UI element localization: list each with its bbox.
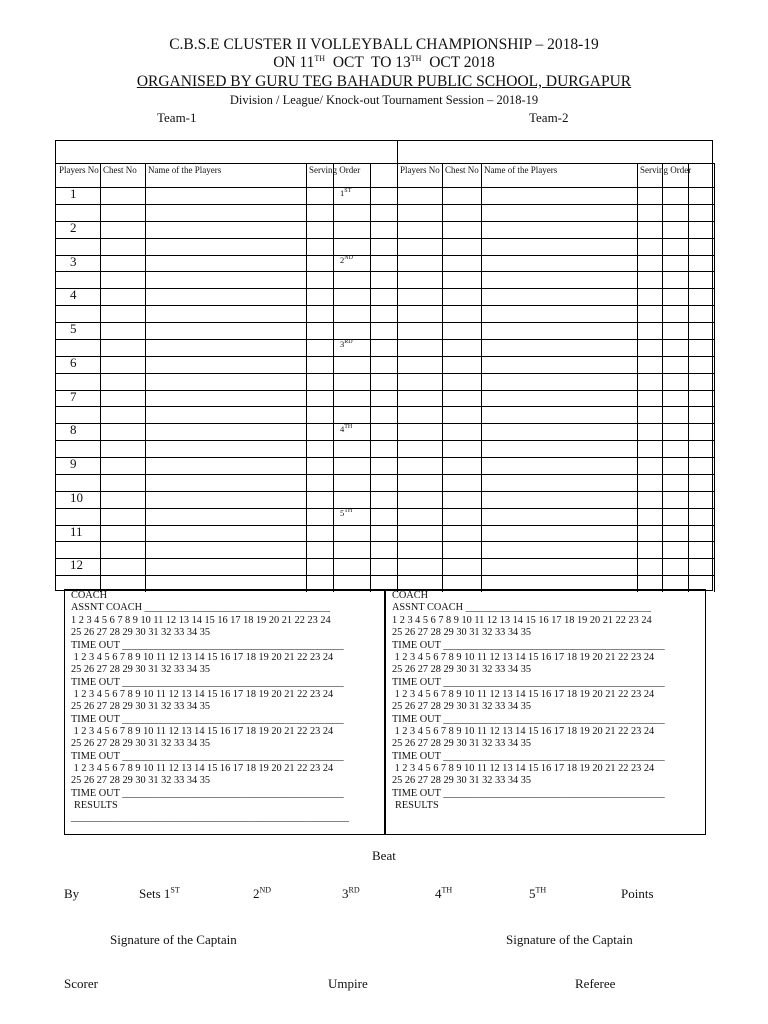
team-1-points-row-b: 25 26 27 28 29 30 31 32 33 34 35 (71, 775, 211, 786)
column-rule (100, 163, 101, 592)
player-number: 10 (70, 489, 83, 505)
row-rule (56, 221, 714, 222)
team-2-coach-label: COACH (392, 590, 429, 601)
organiser-line: ORGANISED BY GURU TEG BAHADUR PUBLIC SCHOOL, DURGAPUR (136, 73, 632, 90)
by-label: By (64, 886, 80, 901)
serving-order-mark: 1ST (340, 187, 352, 198)
header-top-rule (56, 163, 714, 164)
row-rule (56, 373, 714, 374)
team-1-points-row-a: 1 2 3 4 5 6 7 8 9 10 11 12 13 14 15 16 17 18 19 20 21 22 23 24 (71, 689, 334, 700)
team-2-coach-panel (385, 589, 706, 835)
team-2-points-row-a: 1 2 3 4 5 6 7 8 9 10 11 12 13 14 15 16 17 18 19 20 21 22 23 24 (392, 652, 655, 663)
team-1-points-row-b: 25 26 27 28 29 30 31 32 33 34 35 (71, 664, 211, 675)
team-2-time-out-line: TIME OUT ___________________________________________ (392, 751, 665, 762)
team-2-points-row-a: 1 2 3 4 5 6 7 8 9 10 11 12 13 14 15 16 17 18 19 20 21 22 23 24 (392, 615, 652, 626)
team-divider (397, 141, 398, 592)
title-line-2: ON 11TH OCT TO 13TH OCT 2018 (273, 53, 495, 71)
row-rule (56, 508, 714, 509)
team-1-points-row-a: 1 2 3 4 5 6 7 8 9 10 11 12 13 14 15 16 17 18 19 20 21 22 23 24 (71, 726, 334, 737)
team-1-points-row-b: 25 26 27 28 29 30 31 32 33 34 35 (71, 738, 211, 749)
row-rule (56, 541, 714, 542)
team-1-time-out-line: TIME OUT ___________________________________________ (71, 714, 344, 725)
points-label: Points (621, 886, 654, 901)
referee-label: Referee (575, 976, 616, 991)
team-2-time-out-line: TIME OUT ___________________________________________ (392, 714, 665, 725)
team-2-points-row-a: 1 2 3 4 5 6 7 8 9 10 11 12 13 14 15 16 17 18 19 20 21 22 23 24 (392, 726, 655, 737)
team-1-players-no-header: Players No (59, 165, 99, 175)
team-2-name-header: Name of the Players (484, 165, 558, 175)
team-2-time-out-line: TIME OUT ___________________________________________ (392, 788, 665, 799)
team-1-results-line: ______________________________________________________ (71, 812, 350, 823)
team-2-points-row-b: 25 26 27 28 29 30 31 32 33 34 35 (392, 627, 532, 638)
column-rule (688, 163, 689, 592)
team-2-serving-order-header: Serving Order (640, 165, 692, 175)
team-1-points-row-a: 1 2 3 4 5 6 7 8 9 10 11 12 13 14 15 16 17 18 19 20 21 22 23 24 (71, 652, 334, 663)
column-rule (145, 163, 146, 592)
team-2-players-no-header: Players No (400, 165, 440, 175)
row-rule (56, 204, 714, 205)
column-rule (442, 163, 443, 592)
team-2-points-row-b: 25 26 27 28 29 30 31 32 33 34 35 (392, 738, 532, 749)
column-rule (306, 163, 307, 592)
row-rule (56, 339, 714, 340)
column-rule (481, 163, 482, 592)
row-rule (56, 423, 714, 424)
player-number: 8 (70, 422, 77, 438)
row-rule (56, 491, 714, 492)
team-2-points-row-a: 1 2 3 4 5 6 7 8 9 10 11 12 13 14 15 16 17 18 19 20 21 22 23 24 (392, 689, 655, 700)
set-3-label: 3RD (342, 885, 360, 901)
serving-order-mark: 3RD (340, 339, 353, 350)
players-table (55, 140, 713, 591)
player-number: 12 (70, 557, 83, 573)
team-2-assnt-coach-line: ASSNT COACH ____________________________________ (392, 602, 651, 613)
team-1-points-row-b: 25 26 27 28 29 30 31 32 33 34 35 (71, 627, 211, 638)
team-1-points-row-b: 25 26 27 28 29 30 31 32 33 34 35 (71, 701, 211, 712)
team-1-label: Team-1 (157, 110, 197, 125)
serving-order-mark: 5TH (340, 508, 353, 519)
player-number: 6 (70, 354, 77, 370)
row-rule (56, 457, 714, 458)
row-rule (56, 440, 714, 441)
player-number: 1 (70, 186, 77, 201)
beat-label: Beat (372, 848, 396, 863)
set-1-label: Sets 1ST (139, 885, 180, 901)
team-2-points-row-b: 25 26 27 28 29 30 31 32 33 34 35 (392, 664, 532, 675)
set-5-label: 5TH (529, 885, 547, 901)
row-rule (56, 356, 714, 357)
row-rule (56, 288, 714, 289)
player-number: 9 (70, 456, 77, 471)
column-rule (662, 163, 663, 592)
team-1-results-label: RESULTS (74, 800, 118, 811)
team-1-points-row-a: 1 2 3 4 5 6 7 8 9 10 11 12 13 14 15 16 17 18 19 20 21 22 23 24 (71, 763, 334, 774)
player-number: 7 (70, 388, 77, 404)
team-2-time-out-line: TIME OUT ___________________________________________ (392, 677, 665, 688)
row-rule (56, 322, 714, 323)
player-number: 11 (70, 523, 83, 539)
row-rule (56, 271, 714, 272)
captain-signature-right: Signature of the Captain (506, 932, 633, 947)
team-2-label: Team-2 (529, 110, 569, 125)
column-rule (637, 163, 638, 592)
row-rule (56, 525, 714, 526)
team-1-chest-no-header: Chest No (103, 165, 137, 175)
row-rule (56, 575, 714, 576)
team-1-coach-panel (64, 589, 385, 835)
column-rule (370, 163, 371, 592)
column-rule (714, 163, 715, 592)
row-rule (56, 255, 714, 256)
header-bottom-rule (56, 187, 714, 188)
team-1-assnt-coach-line: ASSNT COACH ____________________________________ (71, 602, 330, 613)
set-2-label: 2ND (253, 885, 272, 901)
serving-order-mark: 2ND (340, 255, 353, 265)
team-1-serving-order-header: Serving Order (309, 165, 361, 175)
row-rule (56, 390, 714, 391)
row-rule (56, 305, 714, 306)
row-rule (56, 406, 714, 407)
player-number: 4 (70, 287, 77, 303)
team-2-points-row-a: 1 2 3 4 5 6 7 8 9 10 11 12 13 14 15 16 17 18 19 20 21 22 23 24 (392, 763, 655, 774)
captain-signature-left: Signature of the Captain (110, 932, 237, 947)
title-line-1: C.B.S.E CLUSTER II VOLLEYBALL CHAMPIONSHIP – 2018-19 (169, 36, 599, 53)
team-2-time-out-line: TIME OUT ___________________________________________ (392, 640, 665, 651)
team-1-time-out-line: TIME OUT ___________________________________________ (71, 677, 344, 688)
row-rule (56, 474, 714, 475)
scorer-label: Scorer (64, 976, 98, 991)
team-1-coach-label: COACH (71, 590, 108, 601)
player-number: 5 (70, 321, 77, 336)
umpire-label: Umpire (328, 976, 368, 991)
column-rule (333, 163, 334, 592)
row-rule (56, 558, 714, 559)
player-number: 3 (70, 253, 77, 269)
team-2-results-label: RESULTS (395, 800, 439, 811)
team-1-time-out-line: TIME OUT ___________________________________________ (71, 640, 344, 651)
subtitle: Division / League/ Knock-out Tournament Session – 2018-19 (229, 93, 539, 107)
team-1-time-out-line: TIME OUT ___________________________________________ (71, 751, 344, 762)
player-number: 2 (70, 219, 77, 235)
team-2-chest-no-header: Chest No (445, 165, 479, 175)
team-1-name-header: Name of the Players (148, 165, 222, 175)
team-2-points-row-b: 25 26 27 28 29 30 31 32 33 34 35 (392, 701, 532, 712)
team-1-points-row-a: 1 2 3 4 5 6 7 8 9 10 11 12 13 14 15 16 17 18 19 20 21 22 23 24 (71, 615, 331, 626)
row-rule (56, 238, 714, 239)
team-2-points-row-b: 25 26 27 28 29 30 31 32 33 34 35 (392, 775, 532, 786)
team-1-time-out-line: TIME OUT ___________________________________________ (71, 788, 344, 799)
set-4-label: 4TH (435, 885, 453, 901)
serving-order-mark: 4TH (340, 423, 353, 434)
